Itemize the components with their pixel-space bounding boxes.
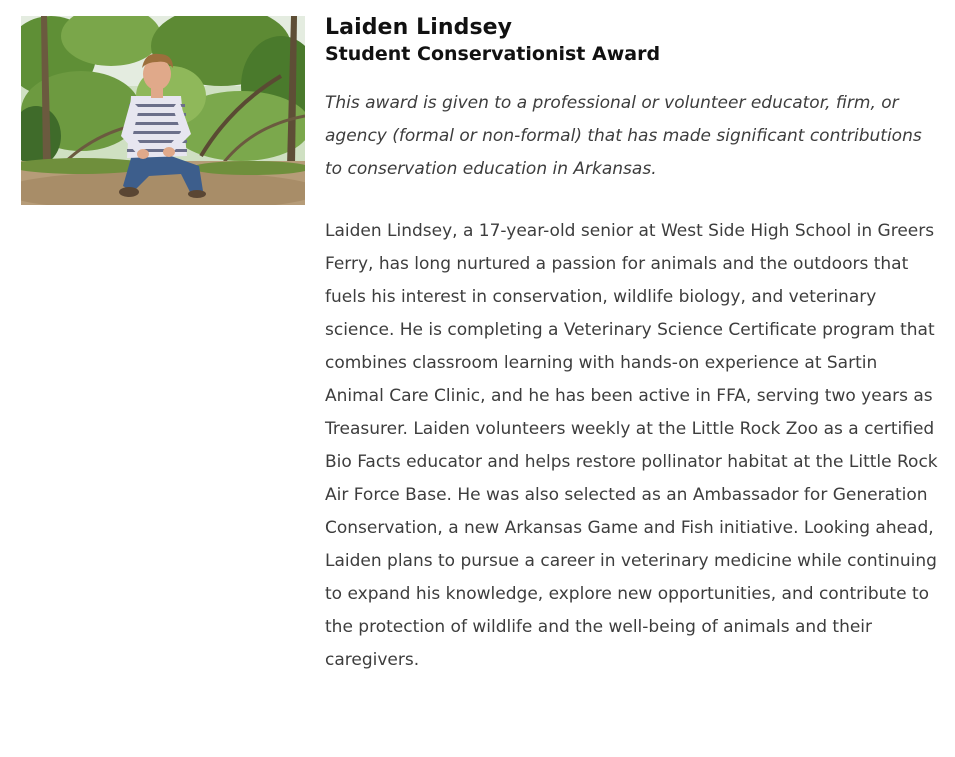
recipient-photo	[21, 16, 305, 205]
award-content	[325, 14, 940, 677]
award-description: This award is given to a professional or volunteer educator, firm, or agency (formal or non-formal) that has made significant contributions to conservation education in Arkansas.	[325, 93, 922, 179]
award-title: Student Conservationist Award	[325, 43, 661, 65]
recipient-photo-illustration	[21, 16, 305, 205]
recipient-name: Laiden Lindsey	[325, 15, 513, 40]
recipient-biography: Laiden Lindsey, a 17-year-old senior at West Side High School in Greers Ferry, has long nurtured a passion for animals and the outdoors that fuels his interest in conservation, wildlife biology, and veterinary science. He is completing a Veterinary Science Certificate program that combines classroom learning with hands-on experience at Sartin Animal Care Clinic, and he has been active in FFA, serving two years as Treasurer. Laiden volunteers weekly at the Little Rock Zoo as a certified Bio Facts educator and helps restore pollinator habitat at the Little Rock Air Force Base. He was also selected as an Ambassador for Generation Conservation, a new Arkansas Game and Fish initiative. Looking ahead, Laiden plans to pursue a career in veterinary medicine while continuing to expand his knowledge, explore new opportunities, and contribute to the protection of wildlife and the well-being of animals and their caregivers.	[325, 221, 938, 670]
